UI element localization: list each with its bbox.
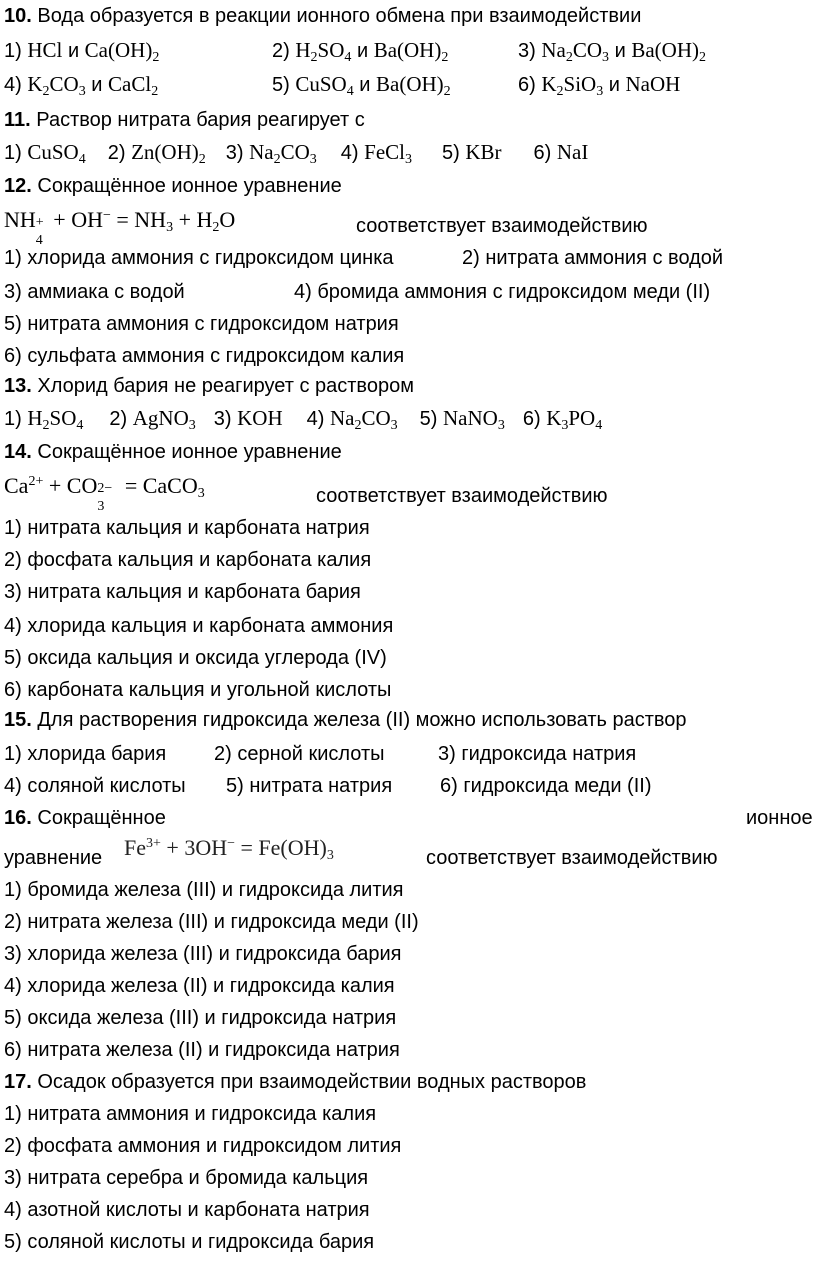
- q15-option3: 3) гидроксида натрия: [438, 743, 637, 765]
- q13-opt1-label: 1): [4, 408, 22, 430]
- q14-tail: соответствует взаимодействию: [316, 485, 608, 507]
- q12-option2: 2) нитрата аммония с водой: [462, 247, 724, 269]
- q13-options: [4, 406, 602, 431]
- q14-option6: 6) карбоната кальция и угольной кислоты: [4, 679, 392, 701]
- q13-opt2-formula: AgNO$_3$: [132, 406, 196, 433]
- q15-option1: 1) хлорида бария: [4, 743, 167, 765]
- q11-opt4-formula: FeCl$_3$: [364, 140, 412, 167]
- q15-option6: 6) гидроксида меди (II): [440, 775, 652, 797]
- q11-opt1-formula: CuSO$_4$: [27, 140, 86, 167]
- q10-opt3-formula-b: $Ba(OH)_2$: [631, 38, 706, 65]
- q12-equation-line: [4, 207, 236, 248]
- q10-options-row1: [4, 38, 159, 63]
- q14-equation: $Ca^{2+}$ + CO 2− 3 = CaCO$_3$: [4, 473, 205, 514]
- q13-stem: [4, 374, 414, 398]
- q16-option6: 6) нитрата железа (II) и гидроксида натрия: [4, 1039, 400, 1061]
- q16-option5: 5) оксида железа (III) и гидроксида натрия: [4, 1007, 397, 1029]
- q10-opt4-formula-b: CaCl$_2$: [108, 72, 159, 99]
- q11-number: 11.: [4, 109, 31, 131]
- q13-opt3-label: 3): [213, 408, 232, 430]
- q10-opt2-label: 2): [272, 40, 290, 62]
- q11-opt2-label: 2): [107, 142, 126, 164]
- q10-opt3-label: 3): [518, 40, 536, 62]
- q13-opt2-label: 2): [109, 408, 128, 430]
- q17-option5: 5) соляной кислоты и гидроксида бария: [4, 1231, 375, 1253]
- q14-option2: 2) фосфата кальция и карбоната калия: [4, 549, 372, 571]
- q14-equation-line: [4, 473, 205, 514]
- q12-text: Сокращённое ионное уравнение: [37, 175, 342, 197]
- q10-option2: [272, 38, 448, 63]
- q16-text-c: уравнение: [4, 847, 103, 869]
- q11-opt6-formula: NaI: [556, 140, 589, 164]
- q12-option1: 1) хлорида аммония с гидроксидом цинка: [4, 247, 394, 269]
- q17-option1: 1) нитрата аммония и гидроксида калия: [4, 1103, 377, 1125]
- q15-option4: 4) соляной кислоты: [4, 775, 186, 797]
- q14-option3: 3) нитрата кальция и карбоната бария: [4, 581, 361, 603]
- q16-stem: [4, 806, 166, 830]
- q13-opt5-formula: NaNO$_3$: [443, 406, 505, 433]
- q15-option5: 5) нитрата натрия: [226, 775, 393, 797]
- q12-option4: 4) бромида аммония с гидроксидом меди (II): [294, 281, 711, 303]
- q10-opt5-formula-b: $Ba(OH)_2$: [376, 72, 451, 99]
- q10-option4: [4, 72, 158, 97]
- q10-opt1-label: 1): [4, 40, 22, 62]
- q17-number: 17.: [4, 1071, 32, 1093]
- q13-opt6-label: 6): [522, 408, 541, 430]
- q13-opt6-formula: $K_3PO_4$: [546, 406, 603, 433]
- q13-opt4-label: 4): [306, 408, 325, 430]
- q11-opt3-formula: $Na_2CO_3$: [249, 140, 317, 167]
- q17-text: Осадок образуется при взаимодействии водных растворов: [37, 1071, 587, 1093]
- q16-option4: 4) хлорида железа (II) и гидроксида калия: [4, 975, 395, 997]
- q14-option4: 4) хлорида кальция и карбоната аммония: [4, 615, 394, 637]
- q16-text-a: Сокращённое: [37, 807, 166, 829]
- q16-option3: 3) хлорида железа (III) и гидроксида бария: [4, 943, 402, 965]
- q13-opt4-formula: $Na_2CO_3$: [329, 406, 398, 433]
- q10-opt2-formula-a: $H_2SO_4$: [295, 38, 352, 65]
- q11-opt1-label: 1): [4, 142, 22, 164]
- q10-option5: [272, 72, 451, 97]
- q10-and: и: [91, 74, 103, 96]
- q14-number: 14.: [4, 441, 32, 463]
- q10-number: 10.: [4, 5, 32, 27]
- q10-opt6-formula-b: NaOH: [625, 72, 681, 96]
- q10-opt4-label: 4): [4, 74, 22, 96]
- q10-opt3-formula-a: $Na_2CO_3$: [541, 38, 610, 65]
- q13-text: Хлорид бария не реагирует с раствором: [37, 375, 414, 397]
- q16-text-b: ионное: [746, 807, 813, 829]
- q16-tail: соответствует взаимодействию: [426, 847, 718, 869]
- q12-equation: NH + 4 + $OH^- = NH_3 + H_2O$: [4, 207, 236, 248]
- q10-option6: [518, 72, 680, 97]
- q16-equation: $Fe^{3+} + 3OH^- = Fe(OH)_3$: [124, 835, 334, 863]
- q12-tail: соответствует взаимодействию: [356, 215, 648, 237]
- q13-opt3-formula: KOH: [237, 406, 283, 430]
- q16-equation-line: [124, 836, 334, 861]
- q13-opt1-formula: $H_2SO_4$: [27, 406, 84, 433]
- q11-opt3-label: 3): [225, 142, 244, 164]
- q15-stem: [4, 708, 687, 732]
- q10-opt2-formula-b: $Ba(OH)_2$: [373, 38, 449, 65]
- q10-opt1-formula-a: HCl: [27, 38, 63, 62]
- q10-stem: [4, 4, 641, 28]
- q15-text: Для растворения гидроксида железа (II) можно использовать раствор: [37, 709, 687, 731]
- q13-number: 13.: [4, 375, 32, 397]
- q10-opt5-label: 5): [272, 74, 290, 96]
- q12-stem: [4, 174, 342, 198]
- q10-option3: [518, 38, 706, 63]
- q10-opt4-formula-a: $K_2CO_3$: [27, 72, 86, 99]
- q11-text: Раствор нитрата бария реагирует с: [36, 109, 365, 131]
- q11-options: [4, 140, 588, 165]
- q11-opt2-formula: $Zn(OH)_2$: [131, 140, 206, 167]
- q12-option6: 6) сульфата аммония с гидроксидом калия: [4, 345, 405, 367]
- q14-stem: [4, 440, 342, 464]
- q10-opt1-formula-b: $Ca(OH)_2$: [84, 38, 160, 65]
- q10-opt6-formula-a: $K_2SiO_3$: [541, 72, 604, 99]
- q10-and: и: [67, 40, 80, 62]
- q10-and: и: [356, 40, 369, 62]
- q10-text: Вода образуется в реакции ионного обмена при взаимодействии: [37, 5, 642, 27]
- q11-opt4-label: 4): [340, 142, 359, 164]
- q14-option1: 1) нитрата кальция и карбоната натрия: [4, 517, 370, 539]
- q17-option2: 2) фосфата аммония и гидроксидом лития: [4, 1135, 402, 1157]
- q17-option3: 3) нитрата серебра и бромида кальция: [4, 1167, 369, 1189]
- q17-stem: [4, 1070, 586, 1094]
- q11-opt5-formula: KBr: [465, 140, 502, 164]
- q11-opt6-label: 6): [533, 142, 552, 164]
- q13-opt5-label: 5): [419, 408, 438, 430]
- q14-option5: 5) оксида кальция и оксида углерода (IV): [4, 647, 387, 669]
- q11-opt5-label: 5): [441, 142, 460, 164]
- q16-option2: 2) нитрата железа (III) и гидроксида меди (II): [4, 911, 419, 933]
- q12-number: 12.: [4, 175, 32, 197]
- q10-and: и: [608, 74, 620, 96]
- q14-text: Сокращённое ионное уравнение: [37, 441, 342, 463]
- q16-number: 16.: [4, 807, 32, 829]
- q12-option3: 3) аммиака с водой: [4, 281, 185, 303]
- q17-option4: 4) азотной кислоты и карбоната натрия: [4, 1199, 370, 1221]
- q10-opt5-formula-a: CuSO$_4$: [295, 72, 354, 99]
- q10-and: и: [614, 40, 626, 62]
- q15-number: 15.: [4, 709, 32, 731]
- q15-option2: 2) серной кислоты: [214, 743, 385, 765]
- q16-option1: 1) бромида железа (III) и гидроксида лития: [4, 879, 404, 901]
- q10-and: и: [359, 74, 371, 96]
- q12-option5: 5) нитрата аммония с гидроксидом натрия: [4, 313, 399, 335]
- q10-opt6-label: 6): [518, 74, 536, 96]
- q11-stem: [4, 108, 365, 132]
